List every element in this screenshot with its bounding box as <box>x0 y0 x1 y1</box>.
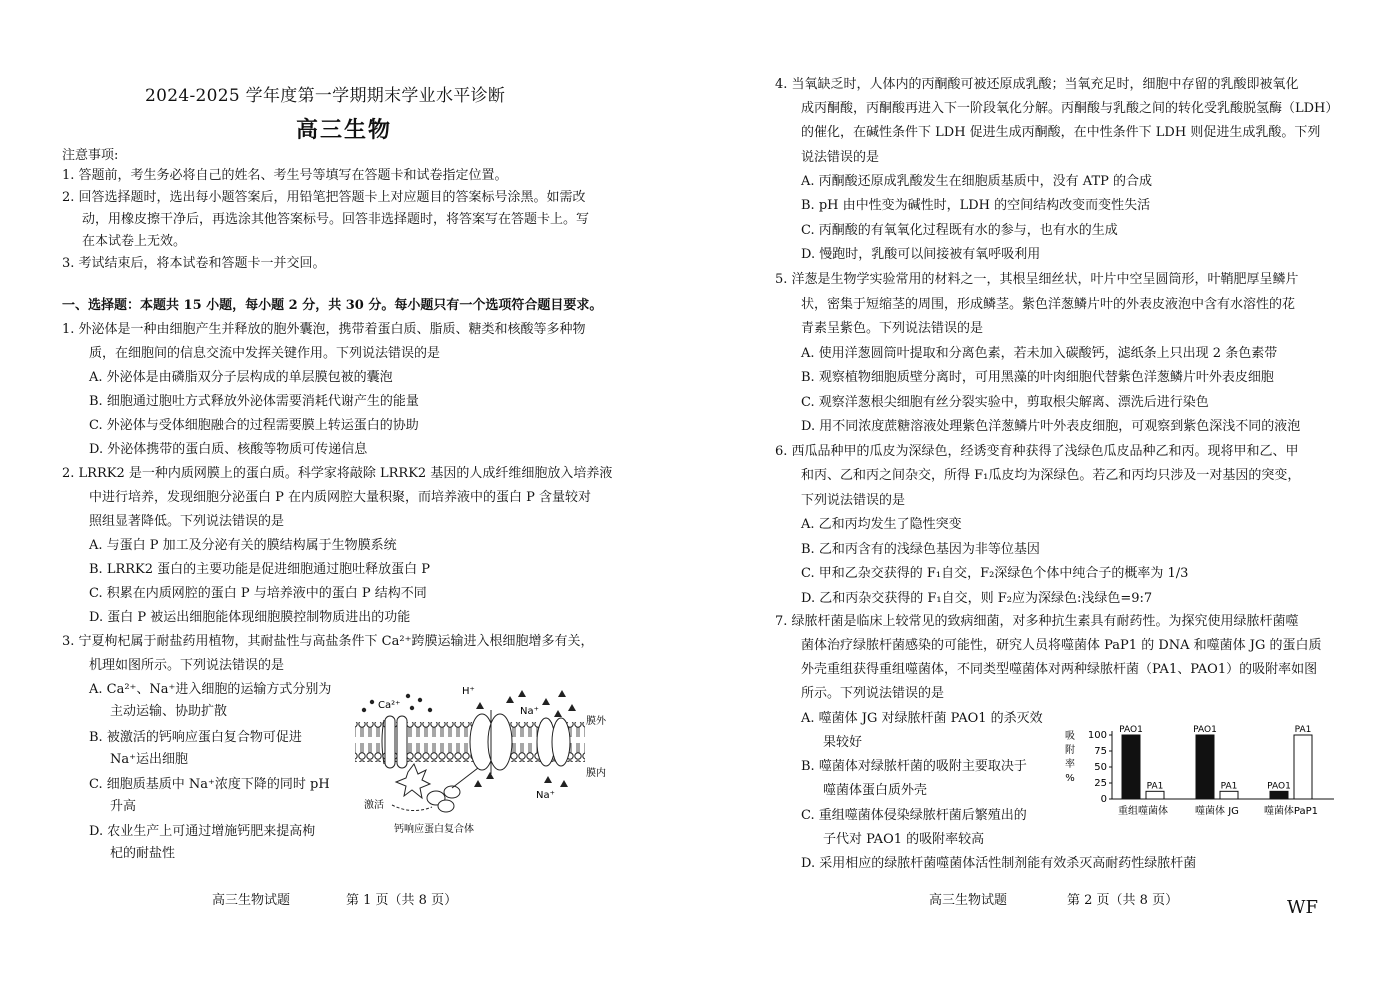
question-7-option: 子代对 PAO1 的吸附率较高 <box>823 832 985 847</box>
question-6-stem: 下列说法错误的是 <box>801 493 906 508</box>
y-axis-label-char: % <box>1065 773 1075 784</box>
question-4-option: A. 丙酮酸还原成乳酸发生在细胞质基质中，没有 ATP 的合成 <box>801 174 1153 189</box>
question-3-option: C. 细胞质基质中 Na⁺浓度下降的同时 pH <box>89 777 330 792</box>
chart-y-axis-label <box>1065 730 1075 784</box>
footer-title: 高三生物试题 <box>212 893 291 908</box>
label-activate: 激活 <box>364 800 384 811</box>
question-2-option: C. 积累在内质网腔的蛋白 P 与培养液中的蛋白 P 结构不同 <box>89 586 427 601</box>
question-7-option: A. 噬菌体 JG 对绿脓杆菌 PAO1 的杀灭效 <box>801 711 1043 726</box>
y-axis-label-char: 吸 <box>1065 731 1075 742</box>
question-6-stem: 和丙、乙和丙之间杂交，所得 F₁瓜皮均为深绿色。若乙和丙均只涉及一对基因的突变， <box>801 468 1301 483</box>
question-5-option: A. 使用洋葱圆筒叶提取和分离色素，若未加入碳酸钙，滤纸条上只出现 2 条色素带 <box>801 346 1278 361</box>
question-6-option: D. 乙和丙杂交获得的 F₁自交，则 F₂应为深绿色:浅绿色=9:7 <box>801 591 1153 606</box>
y-axis-label-char: 率 <box>1065 759 1075 770</box>
question-5-stem: 5. 洋葱是生物学实验常用的材料之一，其根呈细丝状，叶片中空呈圆筒形，叶鞘肥厚呈鳞片 <box>775 272 1299 287</box>
question-1-option: C. 外泌体与受体细胞融合的过程需要膜上转运蛋白的协助 <box>89 418 419 433</box>
y-tick-label: 50 <box>1094 762 1107 773</box>
question-7-stem: 菌体治疗绿脓杆菌感染的可能性，研究人员将噬菌体 PaP1 的 DNA 和噬菌体 JG 的蛋白质 <box>801 638 1322 653</box>
label-sodium-bottom: Na⁺ <box>536 790 555 801</box>
question-2-stem: 照组显著降低。下列说法错误的是 <box>89 514 285 529</box>
category-label: 噬菌体PaP1 <box>1263 806 1319 817</box>
question-1-stem: 质，在细胞间的信息交流中发挥关键作用。下列说法错误的是 <box>89 346 441 361</box>
question-7-option: D. 采用相应的绿脓杆菌噬菌体活性制剂能有效杀灭高耐药性绿脓杆菌 <box>801 856 1197 871</box>
watermark-code: WF <box>1287 897 1318 918</box>
bar-label: PA1 <box>1294 725 1312 735</box>
notice-heading: 注意事项: <box>62 148 119 163</box>
bar-pa1 <box>1146 791 1164 799</box>
question-4-option: C. 丙酮酸的有氧氧化过程既有水的参与，也有水的生成 <box>801 223 1118 238</box>
question-3-stem: 机理如图所示。下列说法错误的是 <box>89 658 285 673</box>
notice-item: 动，用橡皮擦干净后，再选涂其他答案标号。回答非选择题时，将答案写在答题卡上。写 <box>82 212 590 227</box>
bar-label: PA1 <box>1220 781 1238 792</box>
question-7-stem: 7. 绿脓杆菌是临床上较常见的致病细菌，对多种抗生素具有耐药性。为探究使用绿脓杆菌噬 <box>775 614 1299 629</box>
bar-label: PAO1 <box>1267 781 1291 792</box>
question-4-stem: 说法错误的是 <box>801 150 880 165</box>
question-5-option: B. 观察植物细胞质壁分离时，可用黑藻的叶肉细胞代替紫色洋葱鳞片叶外表皮细胞 <box>801 370 1274 385</box>
bar-pao1 <box>1270 791 1288 799</box>
bar-pao1 <box>1196 735 1214 799</box>
chart-y-ticks <box>1088 730 1112 805</box>
question-3-option: Na⁺运出细胞 <box>110 752 188 767</box>
category-label: 噬菌体 JG <box>1195 806 1239 817</box>
adsorption-rate-chart <box>1062 717 1342 829</box>
bar-pa1 <box>1294 735 1312 799</box>
question-3-option: 主动运输、协助扩散 <box>110 704 228 719</box>
question-1-option: B. 细胞通过胞吐方式释放外泌体需要消耗代谢产生的能量 <box>89 394 419 409</box>
footer-title: 高三生物试题 <box>929 893 1008 908</box>
section-heading: 一、选择题：本题共 15 小题，每小题 2 分，共 30 分。每小题只有一个选项符合题目要求。 <box>62 298 603 313</box>
question-4-stem: 成丙酮酸，丙酮酸再进入下一阶段氧化分解。丙酮酸与乳酸之间的转化受乳酸脱氢酶（LDH） <box>801 101 1339 116</box>
question-5-stem: 状，密集于短缩茎的周围，形成鳞茎。紫色洋葱鳞片叶的外表皮液泡中含有水溶性的花 <box>801 297 1296 312</box>
question-6-option: A. 乙和丙均发生了隐性突变 <box>801 517 962 532</box>
label-calcium: Ca²⁺ <box>378 700 401 711</box>
label-inside: 膜内 <box>586 768 606 779</box>
exam-title: 2024-2025 学年度第一学期期末学业水平诊断 <box>145 86 506 106</box>
calcium-response-complex <box>427 786 460 812</box>
category-label: 重组噬菌体 <box>1118 806 1168 817</box>
y-tick-label: 100 <box>1087 730 1107 741</box>
question-1-stem: 1. 外泌体是一种由细胞产生并释放的胞外囊泡，携带着蛋白质、脂质、糖类和核酸等多种物 <box>62 322 586 337</box>
question-3-stem: 3. 宁夏枸杞属于耐盐药用植物，其耐盐性与高盐条件下 Ca²⁺跨膜运输进入根细胞增多有关， <box>62 634 594 649</box>
label-outside: 膜外 <box>586 716 606 727</box>
question-3-option: A. Ca²⁺、Na⁺进入细胞的运输方式分别为 <box>89 682 332 697</box>
bar-label: PAO1 <box>1119 725 1143 735</box>
chart-categories <box>1118 804 1318 817</box>
question-2-stem: 2. LRRK2 是一种内质网膜上的蛋白质。科学家将敲除 LRRK2 基因的人成纤维细胞放入培养液 <box>62 466 613 481</box>
y-axis-label-char: 附 <box>1065 745 1075 756</box>
label-complex: 钙响应蛋白复合体 <box>394 824 474 835</box>
y-tick-label: 0 <box>1100 794 1107 805</box>
question-2-option: B. LRRK2 蛋白的主要功能是促进细胞通过胞吐释放蛋白 P <box>89 562 431 577</box>
question-7-stem: 外壳重组获得重组噬菌体，不同类型噬菌体对两种绿脓杆菌（PA1、PAO1）的吸附率如图 <box>801 662 1318 677</box>
activation-burst <box>396 764 430 798</box>
membrane-transport-diagram <box>350 680 620 840</box>
notice-item: 1. 答题前，考生务必将自己的姓名、考生号等填写在答题卡和试卷指定位置。 <box>62 168 508 183</box>
page-2 <box>699 0 1399 983</box>
question-3-option: D. 农业生产上可通过增施钙肥来提高枸 <box>89 824 316 839</box>
bar-label: PA1 <box>1146 781 1164 792</box>
question-4-option: B. pH 由中性变为碱性时，LDH 的空间结构改变而变性失活 <box>801 198 1151 213</box>
y-tick-label: 75 <box>1094 746 1107 757</box>
question-6-option: C. 甲和乙杂交获得的 F₁自交，F₂深绿色个体中纯合子的概率为 1/3 <box>801 566 1189 581</box>
question-1-option: D. 外泌体携带的蛋白质、核酸等物质可传递信息 <box>89 442 368 457</box>
question-6-stem: 6. 西瓜品种甲的瓜皮为深绿色，经诱变育种获得了浅绿色瓜皮品种乙和丙。现将甲和乙、甲 <box>775 444 1299 459</box>
page-1 <box>0 0 699 983</box>
question-6-option: B. 乙和丙含有的浅绿色基因为非等位基因 <box>801 542 1040 557</box>
question-2-stem: 中进行培养，发现细胞分泌蛋白 P 在内质网腔大量积聚，而培养液中的蛋白 P 含量较对 <box>89 490 592 505</box>
footer-page-number: 第 1 页（共 8 页） <box>346 893 458 908</box>
footer-page-number: 第 2 页（共 8 页） <box>1067 893 1179 908</box>
question-2-option: D. 蛋白 P 被运出细胞能体现细胞膜控制物质进出的功能 <box>89 610 411 625</box>
question-7-option: 果较好 <box>823 735 863 750</box>
question-3-option: 杞的耐盐性 <box>110 846 176 861</box>
bar-label: PAO1 <box>1193 725 1217 735</box>
bar-pao1 <box>1122 735 1140 799</box>
question-5-option: C. 观察洋葱根尖细胞有丝分裂实验中，剪取根尖解离、漂洗后进行染色 <box>801 395 1209 410</box>
question-3-option: 升高 <box>110 799 137 814</box>
question-7-option: B. 噬菌体对绿脓杆菌的吸附主要取决于 <box>801 759 1027 774</box>
question-3-option: B. 被激活的钙响应蛋白复合物可促进 <box>89 730 302 745</box>
question-4-option: D. 慢跑时，乳酸可以间接被有氧呼吸利用 <box>801 247 1041 262</box>
label-proton: H⁺ <box>462 686 475 697</box>
notice-item: 在本试卷上无效。 <box>82 234 187 249</box>
subject-title: 高三生物 <box>296 117 393 143</box>
bar-pa1 <box>1220 791 1238 799</box>
question-5-option: D. 用不同浓度蔗糖溶液处理紫色洋葱鳞片叶外表皮细胞，可观察到紫色深浅不同的液泡 <box>801 419 1301 434</box>
calcium-channel <box>382 716 407 768</box>
question-2-option: A. 与蛋白 P 加工及分泌有关的膜结构属于生物膜系统 <box>89 538 397 553</box>
question-4-stem: 的催化，在碱性条件下 LDH 促进生成丙酮酸，在中性条件下 LDH 则促进生成乳酸。下列 <box>801 125 1321 140</box>
label-sodium-top: Na⁺ <box>520 706 539 717</box>
question-1-option: A. 外泌体是由磷脂双分子层构成的单层膜包被的囊泡 <box>89 370 393 385</box>
proton-antiporter <box>470 710 512 774</box>
notice-item: 2. 回答选择题时，选出每小题答案后，用铅笔把答题卡上对应题目的答案标号涂黑。如需改 <box>62 190 586 205</box>
notice-item: 3. 考试结束后，将本试卷和答题卡一并交回。 <box>62 256 326 271</box>
question-7-option: 噬菌体蛋白质外壳 <box>823 783 928 798</box>
question-4-stem: 4. 当氧缺乏时，人体内的丙酮酸可被还原成乳酸；当氧充足时，细胞中存留的乳酸即被氧化 <box>775 77 1299 92</box>
question-7-option: C. 重组噬菌体侵染绿脓杆菌后繁殖出的 <box>801 808 1027 823</box>
question-7-stem: 所示。下列说法错误的是 <box>801 686 945 701</box>
question-5-stem: 青素呈紫色。下列说法错误的是 <box>801 321 984 336</box>
chart-bar-labels <box>1119 725 1311 791</box>
y-tick-label: 25 <box>1094 778 1107 789</box>
